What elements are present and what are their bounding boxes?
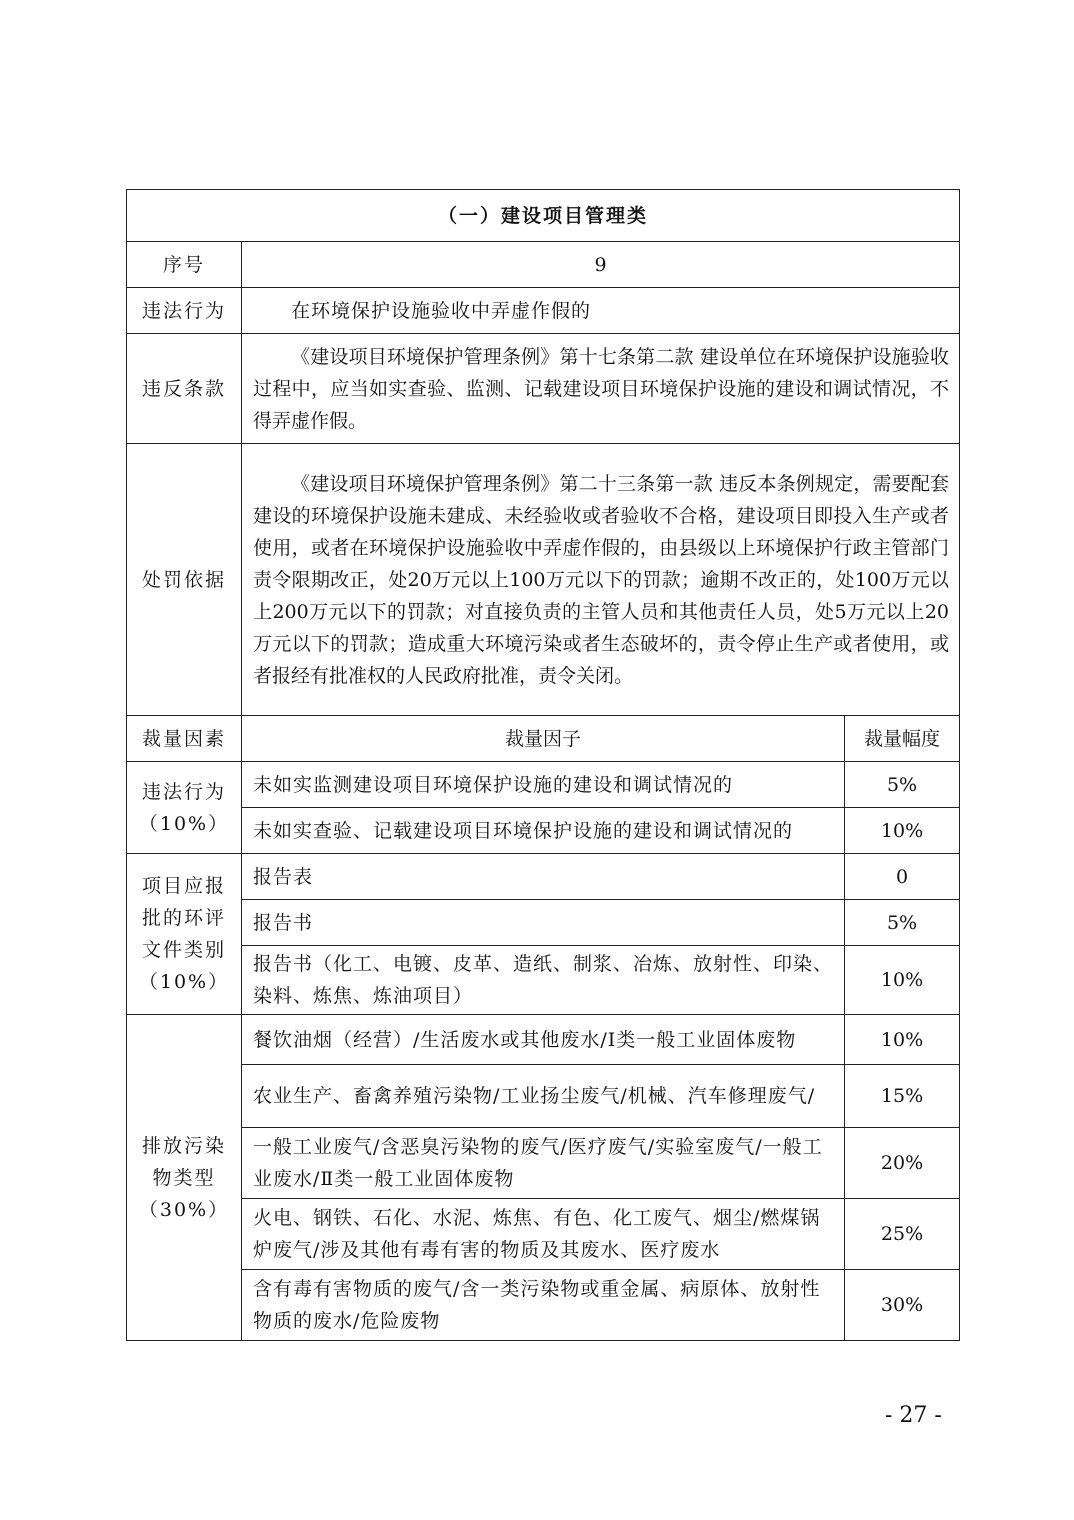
table-title: （一）建设项目管理类 (127, 190, 960, 242)
violated-clause-label: 违反条款 (127, 334, 242, 444)
factor-row-value: 15% (845, 1065, 960, 1128)
factor-group-weight: （30%） (138, 1198, 230, 1221)
serial-label: 序号 (127, 242, 242, 288)
page-number: - 27 - (885, 1403, 942, 1428)
factor-row-value: 10% (845, 946, 960, 1015)
factor-row-text: 餐饮油烟（经营）/生活废水或其他废水/Ⅰ类一般工业固体废物 (242, 1015, 845, 1065)
factor-group-weight: （10%） (138, 812, 230, 835)
factor-row-text: 报告表 (242, 854, 845, 900)
factor-group-violation (127, 762, 242, 854)
factor-row-value: 5% (845, 762, 960, 808)
violation-label: 违法行为 (127, 288, 242, 334)
violated-clause-text: 《建设项目环境保护管理条例》第十七条第二款 建设单位在环境保护设施验收过程中，应当如实查验、监测、记载建设项目环境保护设施的建设和调试情况，不得弄虚作假。 (242, 334, 960, 444)
factor-row-value: 10% (845, 1015, 960, 1065)
factor-group-weight: （10%） (138, 971, 230, 993)
factor-row-value: 30% (845, 1270, 960, 1341)
factor-group-name: 项目应报批的环评文件类别 (141, 875, 226, 961)
serial-value: 9 (242, 242, 960, 288)
discretion-range-header: 裁量幅度 (845, 716, 960, 762)
factor-row-value: 25% (845, 1199, 960, 1270)
factor-row-text: 含有毒有害物质的废气/含一类污染物或重金属、病原体、放射性物质的废水/危险废物 (242, 1270, 845, 1341)
factor-row-text: 报告书（化工、电镀、皮革、造纸、制浆、冶炼、放射性、印染、染料、炼焦、炼油项目） (242, 946, 845, 1015)
factor-row-text: 一般工业废气/含恶臭污染物的废气/医疗废气/实验室废气/一般工业废水/Ⅱ类一般工业固体废物 (242, 1128, 845, 1199)
factor-row-text: 报告书 (242, 900, 845, 946)
discretion-factor-header: 裁量因素 (127, 716, 242, 762)
enforcement-table (126, 189, 960, 1341)
factor-group-pollutant-type (127, 1015, 242, 1341)
penalty-basis-text: 《建设项目环境保护管理条例》第二十三条第一款 违反本条例规定，需要配套建设的环境保护设施未建成、未经验收或者验收不合格，建设项目即投入生产或者使用，或者在环境保护设施验收中弄虚作假的，由县级以上环境保护行政主管部门责令限期改正，处20万元以上100万元以下的罚款；逾期不改正的，处100万元以上200万元以下的罚款；对直接负责的主管人员和其他责任人员，处5万元以上20万元以下的罚款；造成重大环境污染或者生态破坏的，责令停止生产或者使用，或者报经有批准权的人民政府批准，责令关闭。 (242, 444, 960, 716)
factor-row-value: 5% (845, 900, 960, 946)
penalty-basis-label: 处罚依据 (127, 444, 242, 716)
factor-row-text: 火电、钢铁、石化、水泥、炼焦、有色、化工废气、烟尘/燃煤锅炉废气/涉及其他有毒有害的物质及其废水、医疗废水 (242, 1199, 845, 1270)
factor-row-text: 未如实监测建设项目环境保护设施的建设和调试情况的 (242, 762, 845, 808)
factor-row-value: 20% (845, 1128, 960, 1199)
violation-value: 在环境保护设施验收中弄虚作假的 (242, 288, 960, 334)
factor-group-name: 排放污染物类型 (141, 1134, 226, 1189)
factor-group-name: 违法行为 (141, 780, 226, 803)
factor-group-eia-type (127, 854, 242, 1015)
factor-row-value: 0 (845, 854, 960, 900)
discretion-item-header: 裁量因子 (242, 716, 845, 762)
factor-row-text: 农业生产、畜禽养殖污染物/工业扬尘废气/机械、汽车修理废气/ (242, 1065, 845, 1128)
factor-row-text: 未如实查验、记载建设项目环境保护设施的建设和调试情况的 (242, 808, 845, 854)
factor-row-value: 10% (845, 808, 960, 854)
